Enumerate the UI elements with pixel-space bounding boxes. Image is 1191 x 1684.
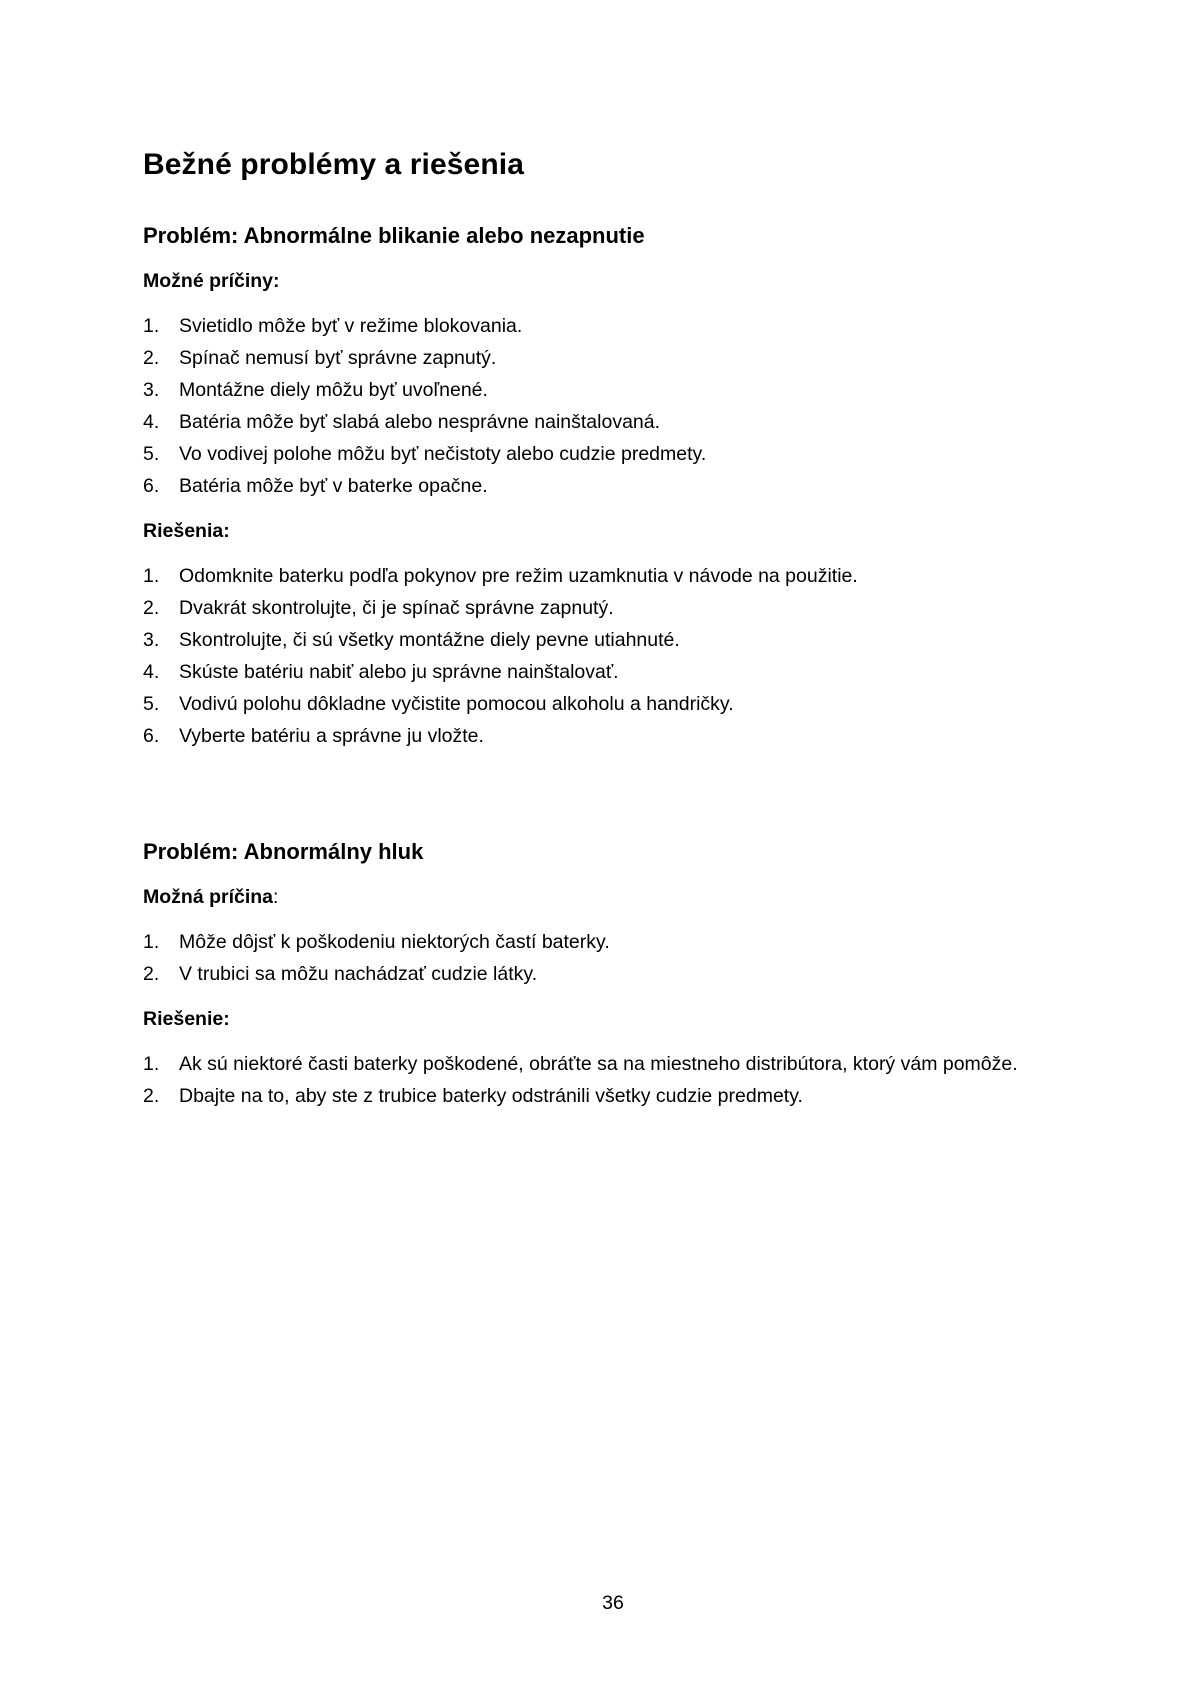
list-item-text: Batéria môže byť slabá alebo nesprávne nainštalovaná.	[179, 411, 661, 433]
list-item-number: 2.	[143, 1085, 160, 1107]
cause-label-colon: :	[273, 886, 279, 908]
list-item-number: 1.	[143, 315, 160, 337]
causes-label-text: Možné príčiny:	[143, 270, 280, 292]
list-item-number: 1.	[143, 1053, 160, 1075]
problem-1-causes-label	[143, 268, 1083, 294]
list-item	[143, 374, 1083, 406]
list-item	[143, 592, 1083, 624]
list-item	[143, 438, 1083, 470]
problem-1-heading: Problém: Abnormálne blikanie alebo nezapnutie	[143, 223, 645, 248]
list-item	[143, 342, 1083, 374]
problem-2-section	[143, 838, 1083, 1112]
list-item	[143, 720, 1083, 752]
list-item	[143, 688, 1083, 720]
list-item	[143, 958, 1083, 990]
list-item-number: 3.	[143, 629, 160, 651]
list-item-text: Dvakrát skontrolujte, či je spínač správne zapnutý.	[179, 597, 614, 619]
list-item-number: 6.	[143, 725, 160, 747]
list-item-text: Vodivú polohu dôkladne vyčistite pomocou alkoholu a handričky.	[179, 693, 734, 715]
problem-1-solutions-list	[143, 560, 1083, 752]
cause-label-text: Možná príčina	[143, 886, 274, 908]
list-item-text: Montážne diely môžu byť uvoľnené.	[179, 379, 488, 401]
list-item-text: Batéria môže byť v baterke opačne.	[179, 475, 488, 497]
list-item-number: 2.	[143, 963, 160, 985]
document-page	[143, 0, 1083, 1684]
list-item-text: Skúste batériu nabiť alebo ju správne nainštalovať.	[179, 661, 619, 683]
list-item-number: 6.	[143, 475, 160, 497]
list-item	[143, 656, 1083, 688]
list-item	[143, 1080, 1083, 1112]
list-item-number: 2.	[143, 597, 160, 619]
list-item-number: 2.	[143, 347, 160, 369]
problem-2-cause-label	[143, 884, 1083, 910]
problem-2-solutions-list	[143, 1048, 1083, 1112]
page-title: Bežné problémy a riešenia	[143, 148, 524, 181]
list-item-number: 5.	[143, 443, 160, 465]
problem-1-causes-list	[143, 310, 1083, 502]
list-item	[143, 624, 1083, 656]
list-item	[143, 406, 1083, 438]
list-item-text: Môže dôjsť k poškodeniu niektorých častí baterky.	[179, 931, 610, 953]
list-item-number: 4.	[143, 411, 160, 433]
list-item-text: Svietidlo môže byť v režime blokovania.	[179, 315, 523, 337]
solution-label-text: Riešenie:	[143, 1008, 230, 1030]
list-item-number: 4.	[143, 661, 160, 683]
list-item-number: 1.	[143, 565, 160, 587]
list-item-number: 1.	[143, 931, 160, 953]
problem-1-section	[143, 222, 1083, 752]
list-item	[143, 470, 1083, 502]
problem-2-causes-list	[143, 926, 1083, 990]
list-item-number: 5.	[143, 693, 160, 715]
list-item	[143, 310, 1083, 342]
solutions-label-text: Riešenia:	[143, 520, 230, 542]
list-item	[143, 1048, 1083, 1080]
list-item	[143, 560, 1083, 592]
list-item-text: Ak sú niektoré časti baterky poškodené, obráťte sa na miestneho distribútora, ktorý vám pomôže.	[179, 1053, 1018, 1075]
list-item-text: Dbajte na to, aby ste z trubice baterky odstránili všetky cudzie predmety.	[179, 1085, 803, 1107]
list-item-text: V trubici sa môžu nachádzať cudzie látky.	[179, 963, 538, 985]
page-number: 36	[602, 1592, 624, 1614]
list-item-text: Spínač nemusí byť správne zapnutý.	[179, 347, 497, 369]
list-item	[143, 926, 1083, 958]
list-item-number: 3.	[143, 379, 160, 401]
problem-2-heading: Problém: Abnormálny hluk	[143, 839, 424, 864]
list-item-text: Vyberte batériu a správne ju vložte.	[179, 725, 484, 747]
problem-1-solutions-label	[143, 518, 1083, 544]
problem-2-solution-label	[143, 1006, 1083, 1032]
list-item-text: Odomknite baterku podľa pokynov pre režim uzamknutia v návode na použitie.	[179, 565, 858, 587]
list-item-text: Vo vodivej polohe môžu byť nečistoty alebo cudzie predmety.	[179, 443, 707, 465]
list-item-text: Skontrolujte, či sú všetky montážne diely pevne utiahnuté.	[179, 629, 680, 651]
